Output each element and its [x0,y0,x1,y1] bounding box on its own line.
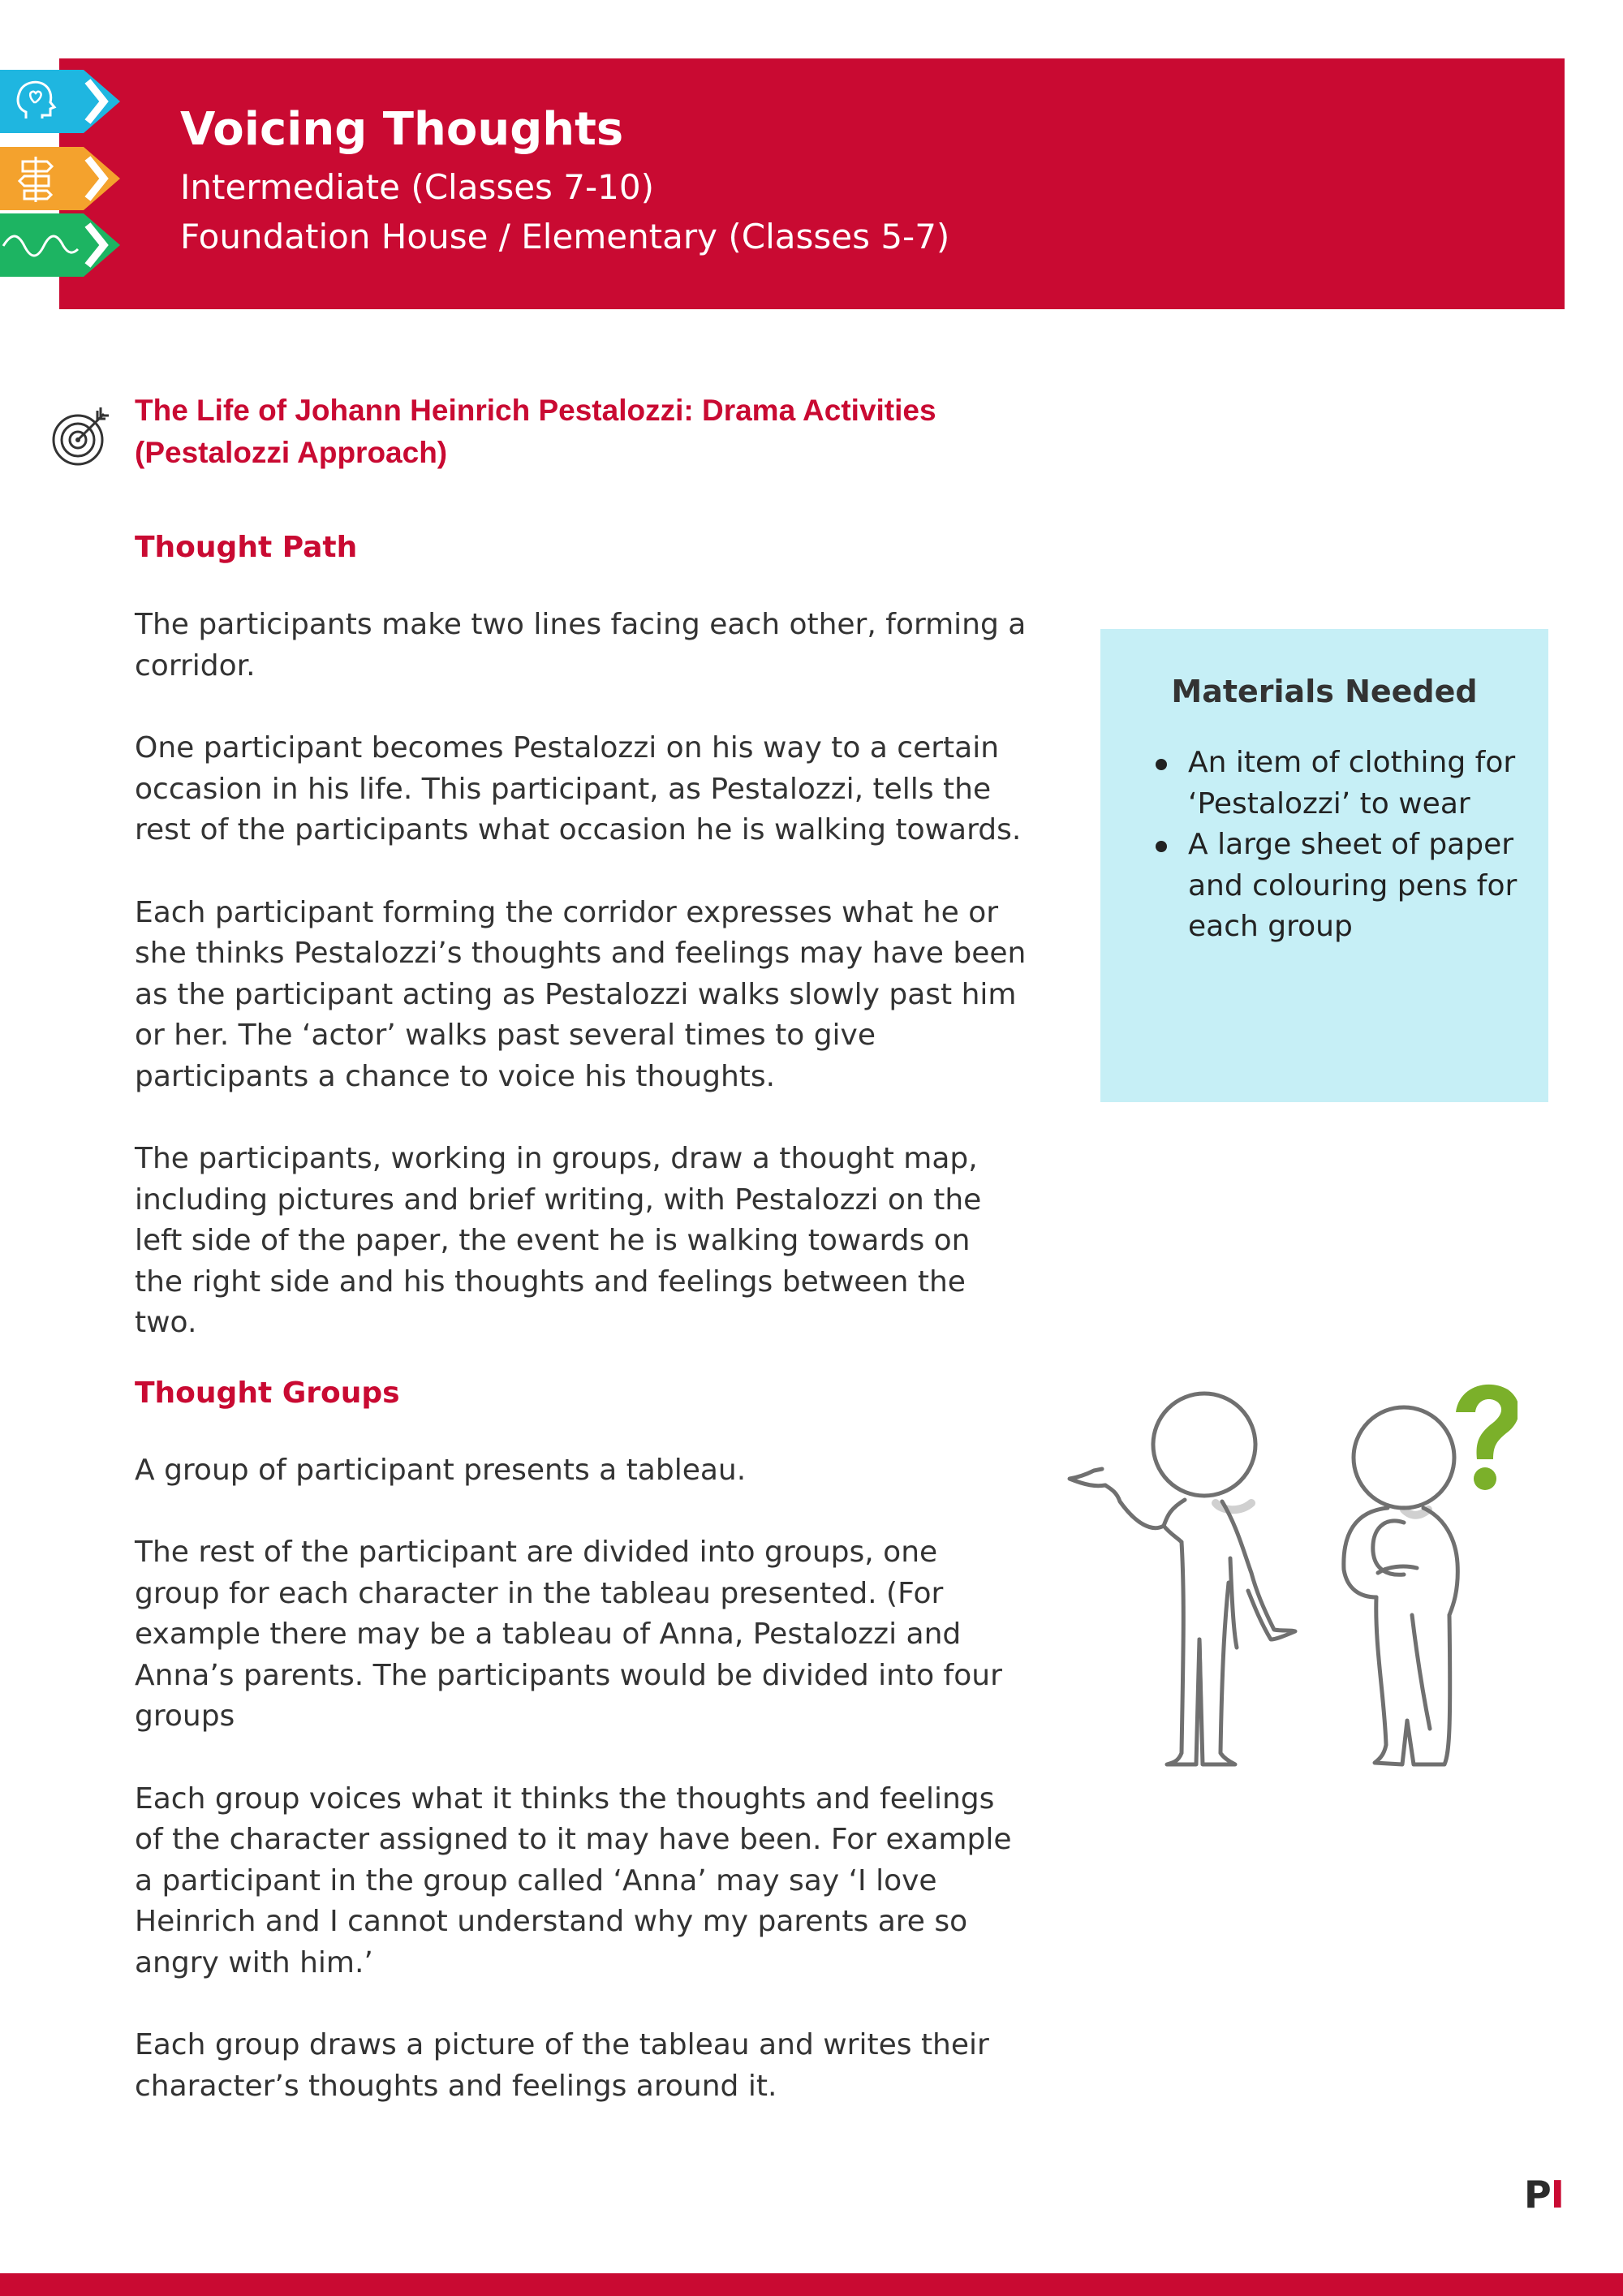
paragraph: A group of participant presents a tableau. [135,1453,747,1487]
level-intermediate: Intermediate (Classes 7-10) [180,167,654,207]
paragraph: The rest of the participant are divided into groups, one group for each character in the tableau presented. (For example there may be a tableau of Anna, Pestalozzi and Anna’s parents. The participants would be divided into four groups [135,1536,1002,1733]
materials-panel [1100,629,1548,1102]
level-tab-progress [0,213,120,277]
logo-letter-i: I [1550,2173,1564,2216]
paragraph: Each group draws a picture of the tableau and writes their character’s thoughts and feelings around it. [135,2028,989,2103]
section-heading-thought-groups: Thought Groups [135,1376,400,1410]
activity-title-line-1: The Life of Johann Heinrich Pestalozzi: Drama Activities [135,394,936,427]
head-heart-icon [0,70,120,133]
paragraph: Each participant forming the corridor expresses what he or she thinks Pestalozzi’s thoughts and feelings may have been as the participant acting as Pestalozzi walks slowly past him or her. The ‘actor’ walks past several times to give participants a chance to voice his thoughts. [135,895,1027,1093]
paragraph: One participant becomes Pestalozzi on his way to a certain occasion in his life. This participant, as Pestalozzi, tells the rest of the participants what occasion he is walking towards. [135,731,1022,846]
target-arrow-icon [50,406,112,467]
activity-title [135,390,1027,474]
pi-logo [1524,2172,1564,2217]
materials-list [1188,743,1529,948]
section-heading-thought-path: Thought Path [135,531,358,564]
paragraph: The participants make two lines facing each other, forming a corridor. [135,608,1027,683]
wave-icon [0,213,120,277]
paragraph: Each group voices what it thinks the thoughts and feelings of the character assigned to it may have been. For example a participant in the group called ‘Anna’ may say ‘I love Heinrich and I cannot understand why my parents are so angry with him.’ [135,1781,1012,1979]
materials-title: Materials Needed [1171,674,1478,709]
level-tab-wellbeing [0,70,120,133]
list-item: A large sheet of paper and colouring pens for each group [1188,825,1529,948]
main-content [135,523,1027,2107]
level-tab-direction [0,147,120,210]
list-item: An item of clothing for ‘Pestalozzi’ to wear [1188,743,1529,825]
two-figures-thinking-icon [1063,1372,1518,1769]
level-foundation: Foundation House / Elementary (Classes 5-7) [180,217,950,256]
page-title: Voicing Thoughts [180,103,624,156]
logo-letter-p: P [1524,2173,1551,2216]
activity-title-line-2: (Pestalozzi Approach) [135,436,448,469]
footer-bar [0,2273,1623,2296]
signpost-icon [0,147,120,210]
paragraph: The participants, working in groups, draw a thought map, including pictures and brief writing, with Pestalozzi on the left side of the paper, the event he is walking towards on the right side and his thoughts and feelings between the two. [135,1142,982,1339]
